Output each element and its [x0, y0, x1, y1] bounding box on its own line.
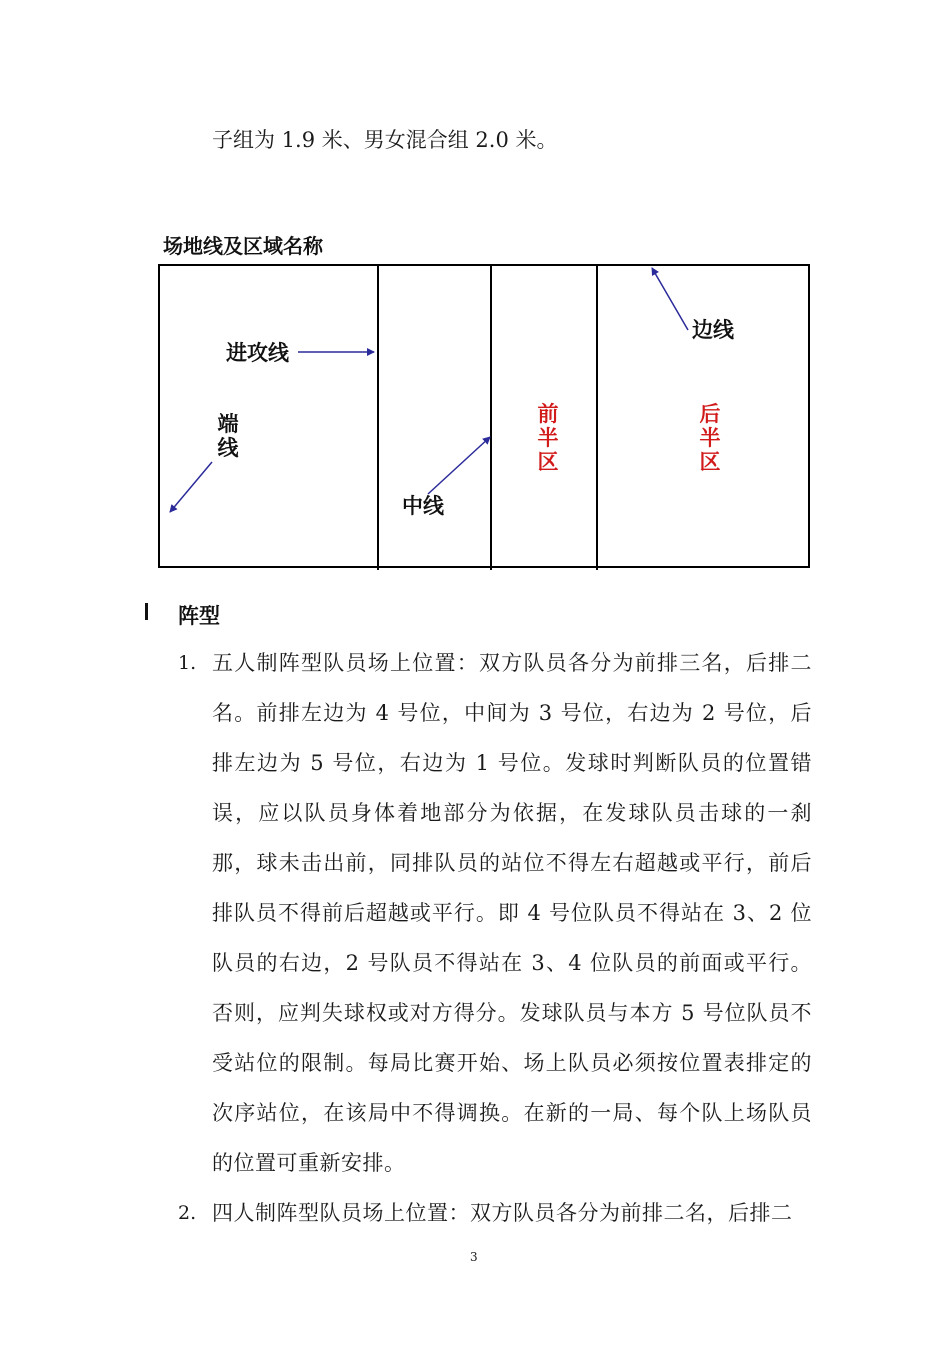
page-number: 3	[470, 1250, 478, 1264]
diagram-title: 场地线及区域名称	[163, 234, 323, 258]
list-item-text: 五人制阵型队员场上位置：双方队员各分为前排三名，后排二名。前排左边为 4 号位，中间为 3 号位，右边为 2 号位，后排左边为 5 号位，右边为 1 号位。发球时判断队员的位置错误，应以队员身体着地部分为依据，在发球队员击球的一刹那，球未击出前，同排队员的站位不得左右超越或平行，前后排队员不得前后超越或平行。即 4 号位队员不得站在 3、2 位队员的右边，2 号队员不得站在 3、4 位队员的前面或平行。否则，应判失球权或对方得分。发球队员与本方 5 号位队员不受站位的限制。每局比赛开始、场上队员必须按位置表排定的次序站位，在该局中不得调换。在新的一局、每个队上场队员的位置可重新安排。	[212, 651, 812, 1175]
attack-line-label: 进攻线	[226, 341, 289, 365]
list-item-text: 四人制阵型队员场上位置：双方队员各分为前排二名，后排二	[212, 1201, 793, 1225]
end-line-label: 端线	[217, 412, 239, 460]
court-diagram	[158, 264, 810, 568]
front-half-label: 前半区	[537, 402, 559, 474]
side-line-arrow	[652, 268, 688, 330]
list-item-number: 2.	[178, 1202, 197, 1224]
list-item-number: 1.	[178, 652, 197, 674]
side-line-label: 边线	[692, 318, 734, 342]
intro-paragraph: 子组为 1.9 米、男女混合组 2.0 米。	[212, 128, 558, 152]
section-bullet	[145, 603, 148, 620]
center-line-arrow	[428, 437, 490, 494]
back-half-label: 后半区	[699, 402, 721, 474]
section-title: 阵型	[178, 604, 220, 628]
end-line-arrow	[170, 462, 212, 512]
center-line-label: 中线	[402, 494, 444, 518]
